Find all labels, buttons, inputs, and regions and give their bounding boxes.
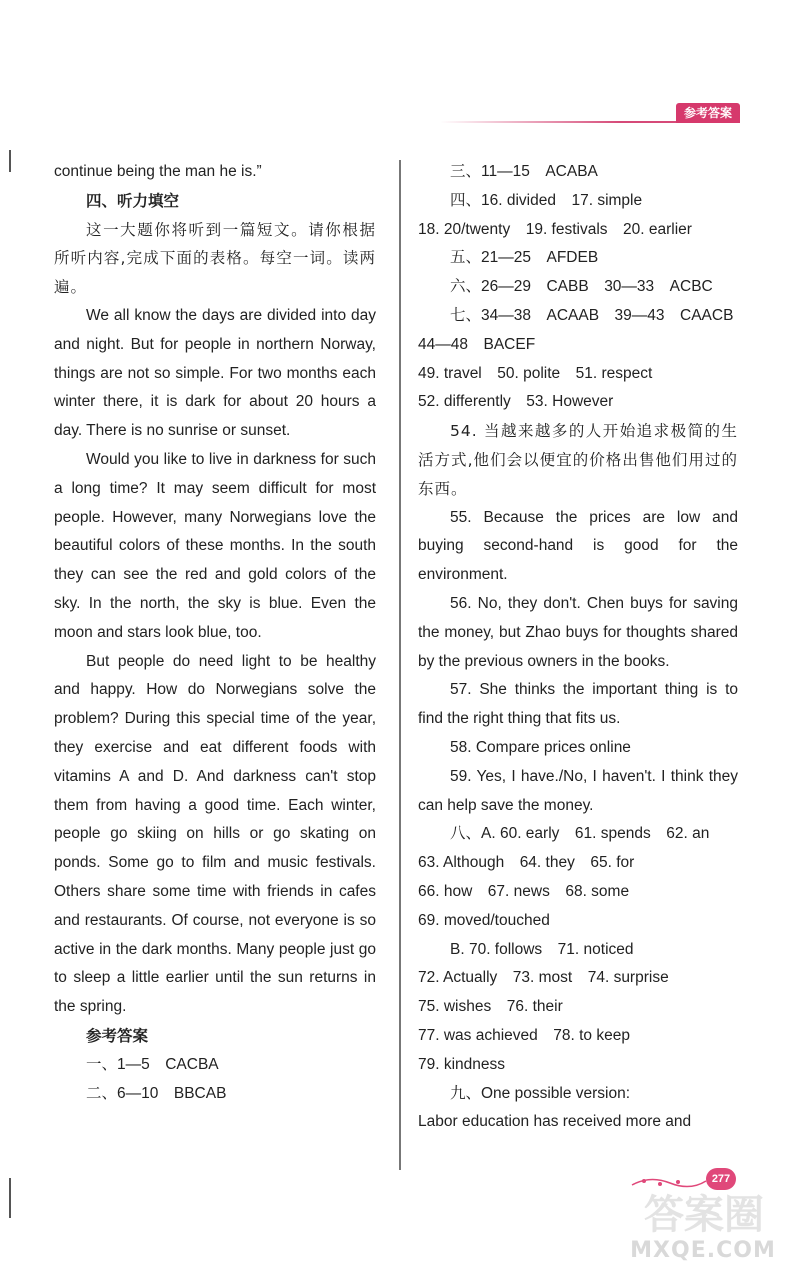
answer-paragraph-58: 58. Compare prices online [450,738,631,756]
essay-heading: 九、One possible version: [450,1084,631,1102]
left-column [54,158,376,1108]
passage-paragraph-2: Would you like to live in darkness for such a long time? It may seem difficult for most people. However, many Norwegians love the beautiful colors of these months. In the south they can see the red and gold colors of the sky. In the north, the sky is blue. Even the moon and stars look blue, too. [54,450,376,641]
answer-paragraph-56: 56. No, they don't. Chen buys for saving the money, but Zhao buys for thoughts shared by the previous owners in the books. [418,594,738,670]
passage-paragraph-3: But people do need light to be healthy and happy. How do Norwegians solve the problem? During this special time of the year, they exercise and eat different foods with vitamins A and D. And darkness can't stop them from having a good time. Each winter, people go skiing on hills or go skating on ponds. Some go to film and music festivals. Others share some time with friends in cafes and restaurants. Of course, not everyone is so active in the dark months. Many people just go to sleep a little earlier until the sun returns in the spring. [54,652,376,1016]
answer-paragraph-59: 59. Yes, I have./No, I haven't. I think they can help save the money. [418,767,738,814]
margin-mark [9,150,11,172]
flourish-icon [630,1175,708,1189]
answer-line: 52. differently 53. However [418,393,614,411]
answer-line: 三、11—15 ACABA [450,163,598,180]
answer-line: 四、16. divided 17. simple [450,191,643,209]
answer-line-1: 一、1—5 CACBA [86,1055,219,1073]
answer-line: 八、A. 60. early 61. spends 62. an [450,825,710,843]
answer-line: 79. kindness [418,1055,506,1073]
answer-line: B. 70. follows 71. noticed [450,940,634,958]
right-column [418,158,738,1137]
answer-line: 七、34—38 ACAAB 39—43 CAACB [450,306,734,324]
opening-line: continue being the man he is.” [54,163,262,180]
answer-paragraph-55: 55. Because the prices are low and buying second-hand is good for the environment. [418,508,738,584]
answers-heading: 参考答案 [86,1026,149,1045]
section-heading: 四、听力填空 [86,191,180,210]
instruction-text: 这一大题你将听到一篇短文。请你根据所听内容,完成下面的表格。每空一词。读两遍。 [54,220,376,297]
answer-paragraph-54: 54. 当越来越多的人开始追求极简的生活方式,他们会以便宜的价格出售他们用过的东西。 [418,422,738,498]
passage-paragraph-1: We all know the days are divided into day and night. But for people in northern Norway, things are not so simple. For two months each winter there, it is dark for about 20 hours a day. There is no sunrise or sunset. [54,306,376,440]
answer-line: 75. wishes 76. their [418,998,563,1016]
header-tab: 参考答案 [676,103,740,123]
answer-line: 18. 20/twenty 19. festivals 20. earlier [418,220,692,238]
answer-line: 66. how 67. news 68. some [418,882,630,900]
answer-line: 72. Actually 73. most 74. surprise [418,969,669,987]
answer-line: 63. Although 64. they 65. for [418,854,635,872]
answer-line: 77. was achieved 78. to keep [418,1026,630,1044]
answer-line: 44—48 BACEF [418,335,536,353]
answer-line: 69. moved/touched [418,911,550,929]
answer-line: 六、26—29 CABB 30—33 ACBC [450,278,713,296]
essay-first-line: Labor education has received more and [418,1113,692,1131]
page-number: 277 [706,1168,736,1190]
answer-line: 五、21—25 AFDEB [450,249,599,267]
answer-line: 49. travel 50. polite 51. respect [418,364,653,382]
margin-mark-bottom [9,1178,11,1218]
watermark [618,1192,788,1266]
watermark-url: MXQE.COM [630,1238,776,1263]
watermark-logo: 答案圈 [644,1192,764,1238]
answer-paragraph-57: 57. She thinks the important thing is to find the right thing that fits us. [418,681,738,728]
answer-line-2: 二、6—10 BBCAB [86,1084,227,1102]
column-divider [399,160,401,1170]
